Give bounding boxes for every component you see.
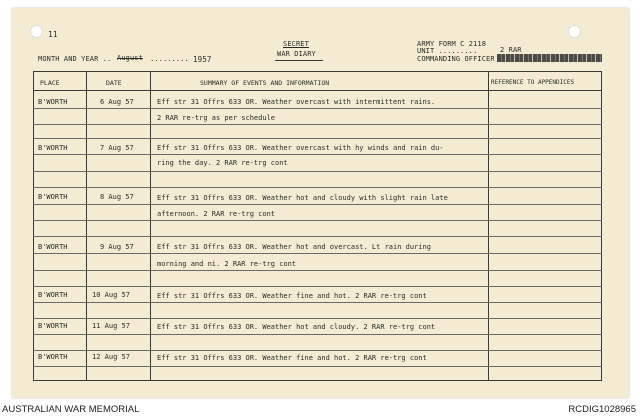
header-bottom-rule: [33, 90, 602, 91]
row-rule: [33, 204, 602, 205]
row-rule: [33, 154, 602, 155]
row-rule: [33, 220, 602, 221]
row-rule: [33, 302, 602, 303]
entry-place: B'WORTH: [38, 193, 68, 201]
entry-place: B'WORTH: [38, 322, 68, 330]
war-diary-sheet: [12, 8, 629, 398]
year-value: 1957: [193, 55, 212, 64]
form-label: ARMY FORM C 2118: [417, 40, 487, 48]
row-rule: [33, 270, 602, 271]
row-rule: [33, 253, 602, 254]
footer-archive-name: AUSTRALIAN WAR MEMORIAL: [2, 404, 140, 415]
entry-place: B'WORTH: [38, 98, 68, 106]
entry-summary-line1: Eff str 31 Offrs 633 OR. Weather fine and hot. 2 RAR re-trg cont: [157, 292, 427, 300]
page-mark: 11: [48, 30, 58, 39]
entry-summary-line2: 2 RAR re-trg as per schedule: [157, 114, 276, 122]
column-header-date: DATE: [106, 79, 122, 87]
row-rule: [33, 318, 602, 319]
entry-place: B'WORTH: [38, 144, 68, 152]
entry-summary-line2: afternoon. 2 RAR re-trg cont: [157, 210, 276, 218]
entry-summary-line2: ring the day. 2 RAR re-trg cont: [157, 159, 288, 167]
column-header-reference: REFERENCE TO APPENDICES: [491, 79, 575, 86]
table-top-rule: [33, 71, 602, 72]
column-header-place: PLACE: [40, 79, 60, 87]
entry-summary-line1: Eff str 31 Offrs 633 OR. Weather hot and overcast. Lt rain during: [157, 243, 431, 251]
entry-summary-line1: Eff str 31 Offrs 633 OR. Weather fine and hot. 2 RAR re-trg cont: [157, 354, 427, 362]
row-rule: [33, 187, 602, 188]
entry-date: 12 Aug 57: [92, 353, 130, 361]
entry-date: 7 Aug 57: [100, 144, 134, 152]
title-underline: [275, 60, 323, 61]
entry-date: 9 Aug 57: [100, 243, 134, 251]
document-title: WAR DIARY: [277, 50, 316, 58]
entry-summary-line1: Eff str 31 Offrs 633 OR. Weather hot and cloudy. 2 RAR re-trg cont: [157, 323, 436, 331]
entry-summary-line1: Eff str 31 Offrs 633 OR. Weather overcast with intermittent rains.: [157, 98, 436, 106]
row-rule: [33, 171, 602, 172]
row-rule: [33, 124, 602, 125]
row-rule: [33, 108, 602, 109]
entry-place: B'WORTH: [38, 353, 68, 361]
row-rule: [33, 138, 602, 139]
entry-summary-line1: Eff str 31 Offrs 633 OR. Weather overcast with hy winds and rain du-: [157, 144, 444, 152]
entry-place: B'WORTH: [38, 291, 68, 299]
unit-value: 2 RAR: [500, 46, 522, 54]
footer-record-id: RCDIG1028965: [568, 404, 636, 415]
punch-hole: [30, 25, 43, 38]
entry-date: 8 Aug 57: [100, 193, 134, 201]
row-rule: [33, 350, 602, 351]
column-header-summary: SUMMARY OF EVENTS AND INFORMATION: [200, 79, 330, 87]
punch-hole: [568, 25, 581, 38]
entry-summary-line1: Eff str 31 Offrs 633 OR. Weather hot and cloudy with slight rain late: [157, 194, 448, 202]
unit-label: UNIT .........: [417, 47, 478, 55]
row-rule: [33, 286, 602, 287]
classification: SECRET: [283, 40, 309, 48]
entry-date: 11 Aug 57: [92, 322, 130, 330]
row-rule: [33, 366, 602, 367]
entry-summary-line2: morning and ni. 2 RAR re-trg cont: [157, 260, 297, 268]
entry-date: 10 Aug 57: [92, 291, 130, 299]
row-rule: [33, 236, 602, 237]
year-dots: .........: [150, 55, 189, 63]
month-value: August: [117, 54, 143, 62]
month-year-label: MONTH AND YEAR ..: [38, 55, 112, 63]
row-rule: [33, 334, 602, 335]
co-label: COMMANDING OFFICER: [417, 55, 495, 63]
entry-date: 6 Aug 57: [100, 98, 134, 106]
table-bottom-rule: [33, 380, 602, 381]
entry-place: B'WORTH: [38, 243, 68, 251]
co-name-redacted: [497, 54, 602, 62]
